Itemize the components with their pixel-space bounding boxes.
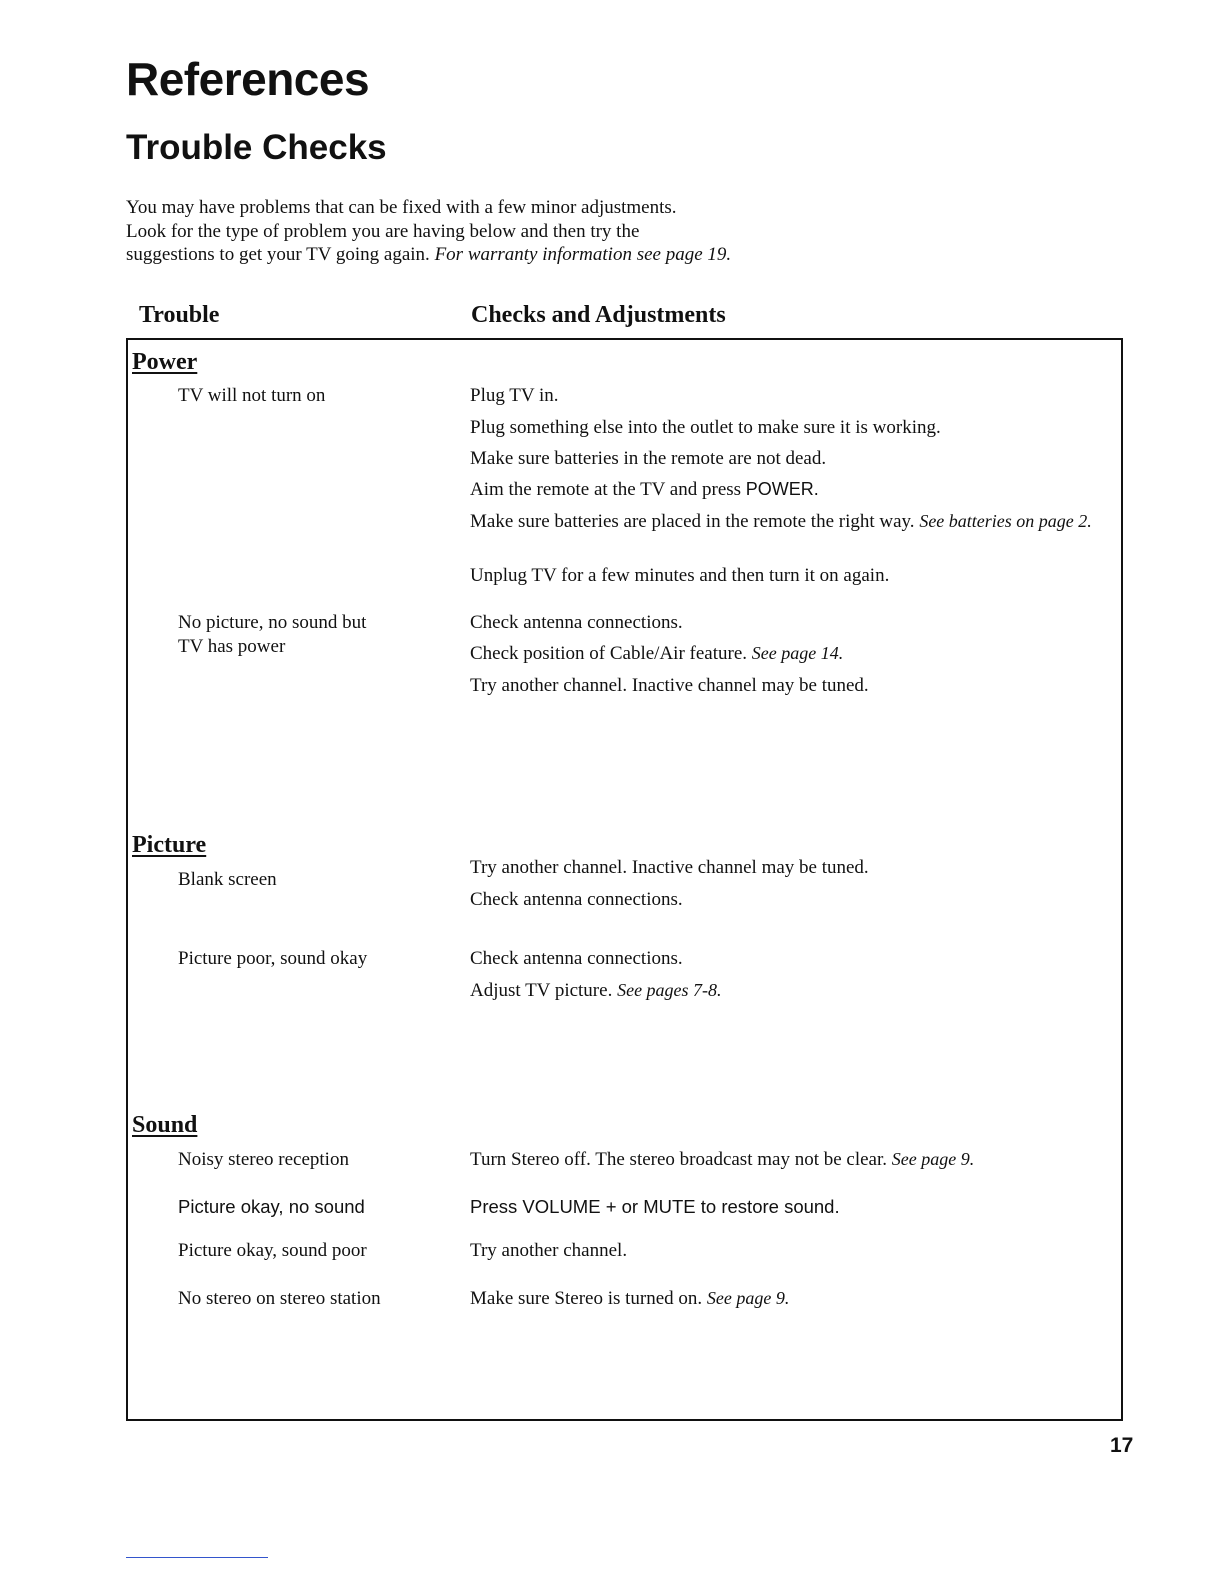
trouble-no-picture-no-sound bbox=[178, 611, 438, 659]
stereo-page-reference: See page 9. bbox=[891, 1149, 975, 1169]
section-title-power: Power bbox=[132, 349, 198, 375]
battery-placement-text: Make sure batteries are placed in the remote the right way. bbox=[470, 511, 915, 532]
check-antenna-connections: Check antenna connections. bbox=[470, 612, 683, 633]
check-try-another-channel-sound: Try another channel. bbox=[470, 1240, 628, 1261]
intro-paragraph bbox=[126, 196, 846, 267]
check-stereo-turned-on bbox=[470, 1287, 1100, 1310]
check-unplug-tv: Unplug TV for a few minutes and then turn it on again. bbox=[470, 565, 890, 586]
trouble-picture-okay-sound-poor: Picture okay, sound poor bbox=[178, 1240, 367, 1261]
check-batteries-not-dead: Make sure batteries in the remote are not dead. bbox=[470, 448, 827, 469]
power-key-label: POWER. bbox=[745, 479, 819, 499]
check-antenna-connections-poor: Check antenna connections. bbox=[470, 948, 683, 969]
intro-line-2: Look for the type of problem you are having below and then try the bbox=[126, 220, 640, 242]
section-title-picture: Picture bbox=[132, 832, 207, 858]
check-press-volume-or-mute: Press VOLUME + or MUTE to restore sound. bbox=[470, 1196, 840, 1217]
page-heading: References bbox=[126, 53, 370, 105]
check-try-another-channel-picture: Try another channel. Inactive channel may be tuned. bbox=[470, 857, 869, 878]
check-antenna-connections-picture: Check antenna connections. bbox=[470, 889, 683, 910]
section-subheading: Trouble Checks bbox=[126, 128, 387, 167]
column-header-checks: Checks and Adjustments bbox=[471, 302, 726, 328]
trouble-blank-screen: Blank screen bbox=[178, 869, 277, 890]
page-number: 17 bbox=[1110, 1434, 1134, 1457]
no-picture-line-1: No picture, no sound but bbox=[178, 612, 367, 633]
footer-rule bbox=[126, 1557, 268, 1558]
intro-line-1: You may have problems that can be fixed with a few minor adjustments. bbox=[126, 197, 677, 218]
cable-air-text: Check position of Cable/Air feature. bbox=[470, 643, 748, 664]
aim-remote-text: Aim the remote at the TV and press bbox=[470, 479, 742, 500]
check-adjust-tv-picture bbox=[470, 979, 1100, 1002]
warranty-reference: For warranty information see page 19. bbox=[434, 244, 732, 265]
check-battery-placement bbox=[470, 510, 1100, 533]
adjust-picture-page-reference: See pages 7-8. bbox=[617, 980, 722, 1000]
check-aim-remote bbox=[470, 478, 1100, 501]
check-try-another-channel: Try another channel. Inactive channel may be tuned. bbox=[470, 675, 869, 696]
trouble-noisy-stereo: Noisy stereo reception bbox=[178, 1149, 349, 1170]
cable-air-page-reference: See page 14. bbox=[751, 643, 844, 663]
check-cable-air-feature bbox=[470, 642, 1100, 665]
trouble-picture-okay-no-sound: Picture okay, no sound bbox=[178, 1196, 365, 1217]
trouble-picture-poor: Picture poor, sound okay bbox=[178, 948, 368, 969]
batteries-page-reference: See batteries on page 2. bbox=[919, 511, 1092, 531]
section-title-sound: Sound bbox=[132, 1112, 198, 1138]
check-plug-something-else: Plug something else into the outlet to make sure it is working. bbox=[470, 417, 941, 438]
no-picture-line-2: TV has power bbox=[178, 636, 286, 657]
check-plug-tv-in: Plug TV in. bbox=[470, 385, 559, 406]
intro-line-3: suggestions to get your TV going again. bbox=[126, 244, 430, 265]
stereo-on-text: Make sure Stereo is turned on. bbox=[470, 1288, 703, 1309]
trouble-tv-will-not-turn-on: TV will not turn on bbox=[178, 385, 326, 406]
turn-stereo-off-text: Turn Stereo off. The stereo broadcast may not be clear. bbox=[470, 1149, 888, 1170]
trouble-no-stereo: No stereo on stereo station bbox=[178, 1288, 381, 1309]
stereo-on-page-reference: See page 9. bbox=[706, 1288, 790, 1308]
adjust-picture-text: Adjust TV picture. bbox=[470, 980, 613, 1001]
column-header-trouble: Trouble bbox=[139, 302, 220, 328]
check-turn-stereo-off bbox=[470, 1148, 1100, 1171]
